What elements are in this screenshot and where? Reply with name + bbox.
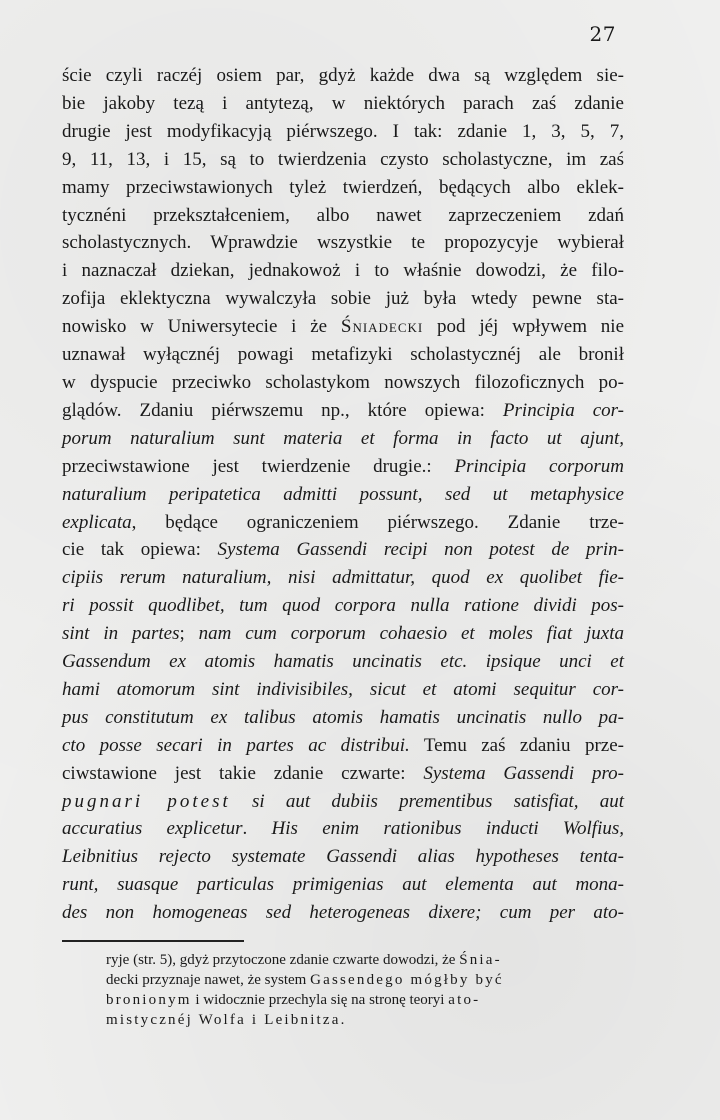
body-text-segment: His enim rationibus inducti Wolfius, [271, 818, 624, 840]
body-line [62, 899, 624, 927]
body-text-segment: cie tak opiewa: [62, 539, 218, 561]
body-text-segment: 9, 11, 13, i 15, są to twierdzenia czysto scholastyczne, im zaś [62, 148, 624, 170]
body-line [62, 341, 624, 369]
body-text-segment: cto posse secari in partes ac distribui. [62, 734, 410, 756]
footnote-text-segment: ryje (str. 5), gdyż przytoczone zdanie czwarte dowodzi, że [106, 952, 460, 968]
footnote-line [62, 950, 624, 970]
footnote-text-segment: mistycznéj Wolfa i Leibnitza. [106, 1012, 347, 1028]
body-text-segment: Principia corporum [454, 455, 624, 477]
body-line [62, 397, 624, 425]
body-line [62, 564, 624, 592]
body-text-segment: ście czyli raczéj osiem par, gdyż każde dwa są względem sie- [62, 65, 624, 86]
body-line [62, 369, 624, 397]
body-line [62, 676, 624, 704]
body-text-segment: scholastycznych. Wprawdzie wszystkie te propozycyje wybierał [62, 232, 624, 254]
body-line [62, 257, 624, 285]
body-line [62, 481, 624, 509]
body-line [62, 425, 624, 453]
body-text-segment: nam cum corporum cohaesio et moles fiat juxta [198, 623, 624, 645]
body-text-segment: cipiis rerum naturalium, nisi admittatur, quod ex quolibet fie- [62, 567, 624, 589]
body-line [62, 536, 624, 564]
body-line [62, 704, 624, 732]
body-text-segment: i naznaczał dziekan, jednakowoż i to właśnie dowodzi, że filo- [62, 260, 624, 282]
body-line [62, 760, 624, 788]
body-text-segment: Principia cor- [502, 399, 624, 421]
body-line [62, 118, 624, 146]
body-line [62, 229, 624, 257]
body-text-segment: uznawał wyłącznéj powagi metafizyki scholastycznéj ale bronił [62, 344, 624, 366]
body-line [62, 648, 624, 676]
body-text-segment: Śniadecki [340, 316, 424, 338]
body-text-segment: mamy przeciwstawionych tyleż twierdzeń, będących albo eklek- [62, 176, 624, 198]
body-line [62, 285, 624, 313]
footnote-divider [62, 940, 244, 942]
body-line [62, 815, 624, 843]
body-line [62, 202, 624, 230]
body-text-segment: explicata [62, 511, 132, 533]
body-text-segment: des non homogeneas sed heterogeneas dixere; cum per ato- [62, 902, 624, 924]
body-text [62, 62, 624, 927]
body-line [62, 146, 624, 174]
footnote-text-segment: decki przyznaje nawet, że system [106, 972, 311, 988]
body-line [62, 620, 624, 648]
body-text-segment: w dyspucie przeciwko scholastykom nowszych filozoficznych po- [62, 371, 624, 393]
footnote-text-segment: i widocznie przechyla się na stronę teoryi [191, 992, 449, 1008]
body-line [62, 174, 624, 202]
body-text-segment: Systema Gassendi recipi non potest de prin- [217, 539, 624, 561]
page-number: 27 [589, 22, 616, 46]
body-line [62, 788, 624, 816]
body-line [62, 592, 624, 620]
body-text-segment: Temu zaś zdaniu prze- [409, 734, 624, 756]
body-text-segment: si aut dubiis prementibus satisfiat, aut [230, 790, 625, 812]
body-text-segment: hami atomorum sint indivisibiles, sicut et atomi sequitur cor- [62, 678, 624, 700]
body-text-segment: drugie jest modyfikacyją piérwszego. I tak: zdanie 1, 3, 5, 7, [62, 120, 624, 142]
body-text-segment: runt, suasque particulas primigenias aut elementa aut mona- [62, 874, 624, 896]
body-line [62, 62, 624, 90]
body-text-segment: Gassendum ex atomis hamatis uncinatis etc. ipsique unci et [62, 651, 624, 673]
body-text-segment: bie jakoby tezą i antytezą, w niektórych parach zaś zdanie [62, 92, 624, 114]
footnote-text-segment: Śnia- [459, 952, 502, 968]
body-text-segment: Systema Gassendi pro- [423, 762, 624, 784]
body-text-segment: accuratius explicetur [62, 818, 243, 840]
footnote-text-segment: ato- [448, 992, 481, 1008]
body-line [62, 313, 624, 341]
footnote-line [62, 1010, 624, 1030]
body-line [62, 871, 624, 899]
body-line [62, 90, 624, 118]
body-text-segment: zofija eklektyczna wywalczyła sobie już była wtedy pewne sta- [62, 288, 624, 310]
body-line [62, 509, 624, 537]
body-line [62, 843, 624, 871]
footnote-line [62, 990, 624, 1010]
body-text-segment: naturalium peripatetica admitti possunt, sed ut metaphysice [62, 483, 624, 505]
footnote [62, 950, 624, 1030]
body-text-segment: tycznéni przekształceniem, albo nawet zaprzeczeniem zdań [62, 204, 624, 226]
body-text-segment: pus constitutum ex talibus atomis hamatis uncinatis nullo pa- [62, 706, 624, 728]
body-text-segment: pugnari potest [62, 790, 231, 812]
footnote-line [62, 970, 624, 990]
body-text-segment: porum naturalium sunt materia et forma in facto ut ajunt, [62, 427, 624, 449]
body-text-segment: Leibnitius rejecto systemate Gassendi alias hypotheses tenta- [62, 846, 624, 868]
body-text-segment: pod jéj wpływem nie [423, 316, 624, 338]
body-line [62, 453, 624, 481]
body-text-segment: . [242, 818, 272, 840]
body-text-segment: ri possit quodlibet, tum quod corpora nulla ratione dividi pos- [62, 595, 624, 617]
footnote-text-segment: Gassendego mógłby być [310, 972, 504, 988]
footnote-text-segment: bronionym [106, 992, 192, 1008]
body-text-segment: ; [179, 623, 199, 645]
body-line [62, 732, 624, 760]
body-text-segment: , będące ograniczeniem piérwszego. Zdanie trze- [131, 511, 624, 533]
body-text-segment: ciwstawione jest takie zdanie czwarte: [62, 762, 424, 784]
body-text-segment: przeciwstawione jest twierdzenie drugie.: [62, 455, 455, 477]
body-text-segment: sint in partes [62, 623, 180, 645]
body-text-segment: glądów. Zdaniu piérwszemu np., które opiewa: [62, 399, 503, 421]
body-text-segment: nowisko w Uniwersytecie i że [62, 316, 341, 338]
